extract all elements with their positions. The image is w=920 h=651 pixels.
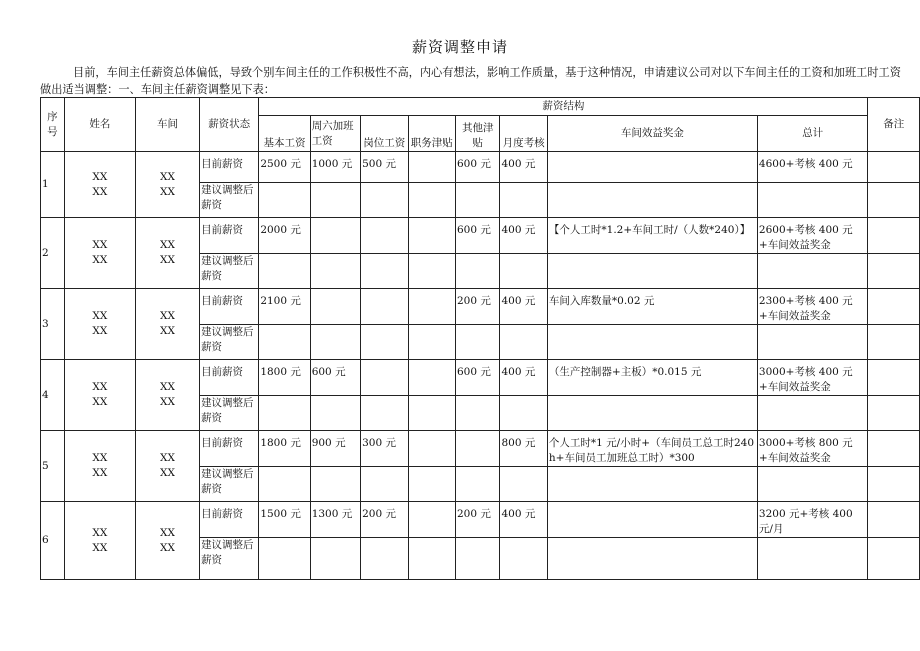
status-current: 目前薪资 [200, 218, 259, 254]
workshop-line: XX [160, 254, 175, 266]
cell-duty [408, 502, 455, 538]
proposed-cell-saturday [310, 538, 360, 580]
proposed-cell-total [757, 396, 868, 431]
cell-duty [408, 360, 455, 396]
cell-monthly: 400 元 [500, 152, 547, 183]
proposed-cell-monthly [500, 538, 547, 580]
name-cell [64, 431, 135, 502]
cell-bonus [547, 502, 757, 538]
proposed-cell-base [259, 396, 310, 431]
cell-base: 2000 元 [259, 218, 310, 254]
workshop-line: XX [160, 239, 175, 251]
name-line: XX [92, 310, 108, 322]
cell-position [361, 218, 408, 254]
workshop-line: XX [160, 185, 175, 198]
proposed-cell-base [259, 183, 310, 218]
proposed-cell-saturday [310, 254, 360, 289]
workshop-cell [135, 152, 199, 218]
seq-cell: 1 [41, 152, 65, 218]
cell-bonus [547, 152, 757, 183]
name-cell [64, 152, 135, 218]
seq-cell: 3 [41, 289, 65, 360]
cell-position: 500 元 [361, 152, 408, 183]
cell-duty [408, 218, 455, 254]
workshop-line: XX [160, 467, 175, 479]
status-proposed: 建议调整后薪资 [200, 467, 259, 502]
header-seq: 序号 [41, 98, 65, 152]
cell-other: 600 元 [455, 152, 500, 183]
name-cell [64, 218, 135, 289]
salary-table [40, 97, 920, 580]
cell-monthly: 400 元 [500, 360, 547, 396]
cell-total: 3200 元+考核 400 元/月 [757, 502, 868, 538]
proposed-cell-saturday [310, 467, 360, 502]
workshop-line: XX [160, 381, 175, 393]
seq-cell: 6 [41, 502, 65, 580]
page-title: 薪资调整申请 [411, 38, 508, 56]
cell-base: 1800 元 [259, 360, 310, 396]
header-saturday: 周六加班工资 [310, 116, 360, 152]
cell-saturday: 1300 元 [310, 502, 360, 538]
cell-other: 200 元 [455, 502, 500, 538]
workshop-cell [135, 431, 199, 502]
table-row [41, 289, 920, 325]
cell-note [868, 289, 920, 325]
header-other: 其他津贴 [455, 116, 500, 152]
workshop-line: XX [160, 541, 175, 554]
table-row [41, 360, 920, 396]
proposed-cell-bonus [547, 538, 757, 580]
seq-cell: 2 [41, 218, 65, 289]
status-current: 目前薪资 [200, 289, 259, 325]
cell-note [868, 431, 920, 467]
proposed-cell-base [259, 538, 310, 580]
name-cell [64, 289, 135, 360]
cell-saturday: 1000 元 [310, 152, 360, 183]
header-bonus: 车间效益奖金 [547, 116, 757, 152]
cell-monthly: 400 元 [500, 289, 547, 325]
proposed-cell-total [757, 538, 868, 580]
workshop-cell [135, 502, 199, 580]
cell-monthly: 400 元 [500, 502, 547, 538]
proposed-cell-position [361, 325, 408, 360]
cell-bonus: 个人工时*1 元/小时+（车间员工总工时240h+车间员工加班总工时）*300 [547, 431, 757, 467]
cell-total: 4600+考核 400 元 [757, 152, 868, 183]
table-row [41, 218, 920, 254]
name-cell [64, 502, 135, 580]
cell-total: 2300+考核 400 元+车间效益奖金 [757, 289, 868, 325]
table-row [41, 502, 920, 538]
workshop-cell [135, 360, 199, 431]
cell-other: 600 元 [455, 218, 500, 254]
proposed-cell-other [455, 538, 500, 580]
cell-saturday: 900 元 [310, 431, 360, 467]
cell-note [868, 360, 920, 396]
header-status: 薪资状态 [200, 98, 259, 152]
cell-bonus: （生产控制器+主板）*0.015 元 [547, 360, 757, 396]
cell-total: 2600+考核 400 元+车间效益奖金 [757, 218, 868, 254]
intro-paragraph: 目前，车间主任薪资总体偏低，导致个别车间主任的工作积极性不高，内心有想法，影响工作质量，基于这种情况，申请建议公司对以下车间主任的工资和加班工时工资做出适当调整：一、车间主任薪资调整见下表： [40, 66, 901, 96]
workshop-line: XX [160, 310, 175, 322]
status-proposed: 建议调整后薪资 [200, 183, 259, 218]
workshop-line: XX [160, 325, 175, 337]
proposed-cell-note [868, 325, 920, 360]
cell-base: 2100 元 [259, 289, 310, 325]
proposed-cell-monthly [500, 467, 547, 502]
proposed-cell-monthly [500, 254, 547, 289]
proposed-cell-monthly [500, 183, 547, 218]
header-total: 总计 [757, 116, 868, 152]
table-row [41, 152, 920, 183]
cell-position [361, 360, 408, 396]
name-line: XX [92, 467, 108, 479]
proposed-cell-total [757, 254, 868, 289]
workshop-cell [135, 289, 199, 360]
name-line: XX [92, 170, 108, 183]
proposed-cell-duty [408, 538, 455, 580]
proposed-cell-saturday [310, 396, 360, 431]
cell-base: 1800 元 [259, 431, 310, 467]
proposed-cell-note [868, 467, 920, 502]
name-line: XX [92, 452, 108, 464]
cell-position [361, 289, 408, 325]
proposed-cell-other [455, 325, 500, 360]
proposed-cell-position [361, 467, 408, 502]
header-structure: 薪资结构 [259, 98, 868, 116]
name-line: XX [92, 381, 108, 393]
cell-duty [408, 289, 455, 325]
cell-other: 200 元 [455, 289, 500, 325]
seq-cell: 5 [41, 431, 65, 502]
proposed-cell-bonus [547, 254, 757, 289]
header-name: 姓名 [64, 98, 135, 152]
proposed-cell-monthly [500, 396, 547, 431]
proposed-cell-position [361, 183, 408, 218]
proposed-cell-total [757, 183, 868, 218]
status-current: 目前薪资 [200, 152, 259, 183]
cell-note [868, 152, 920, 183]
proposed-cell-other [455, 467, 500, 502]
cell-bonus: 【个人工时*1.2+车间工时/（人数*240）】 [547, 218, 757, 254]
workshop-line: XX [160, 452, 175, 464]
header-position: 岗位工资 [361, 116, 408, 152]
cell-total: 3000+考核 800 元+车间效益奖金 [757, 431, 868, 467]
proposed-cell-position [361, 254, 408, 289]
workshop-line: XX [160, 170, 175, 183]
name-line: XX [92, 254, 108, 266]
proposed-cell-bonus [547, 325, 757, 360]
cell-position: 300 元 [361, 431, 408, 467]
name-line: XX [92, 325, 108, 337]
proposed-cell-other [455, 183, 500, 218]
workshop-line: XX [160, 526, 175, 539]
proposed-cell-duty [408, 325, 455, 360]
status-proposed: 建议调整后薪资 [200, 538, 259, 580]
status-proposed: 建议调整后薪资 [200, 325, 259, 360]
proposed-cell-note [868, 396, 920, 431]
header-note: 备注 [868, 98, 920, 152]
status-proposed: 建议调整后薪资 [200, 396, 259, 431]
proposed-cell-bonus [547, 396, 757, 431]
cell-bonus: 车间入库数量*0.02 元 [547, 289, 757, 325]
cell-note [868, 502, 920, 538]
proposed-cell-saturday [310, 325, 360, 360]
status-current: 目前薪资 [200, 502, 259, 538]
cell-duty [408, 431, 455, 467]
proposed-cell-note [868, 254, 920, 289]
status-current: 目前薪资 [200, 431, 259, 467]
header-duty: 职务津贴 [408, 116, 455, 152]
cell-saturday: 600 元 [310, 360, 360, 396]
proposed-cell-duty [408, 183, 455, 218]
cell-saturday [310, 289, 360, 325]
proposed-cell-duty [408, 254, 455, 289]
cell-total: 3000+考核 400 元+车间效益奖金 [757, 360, 868, 396]
proposed-cell-bonus [547, 467, 757, 502]
cell-monthly: 800 元 [500, 431, 547, 467]
seq-cell: 4 [41, 360, 65, 431]
proposed-cell-total [757, 467, 868, 502]
cell-duty [408, 152, 455, 183]
proposed-cell-duty [408, 467, 455, 502]
header-monthly: 月度考核 [500, 116, 547, 152]
workshop-cell [135, 218, 199, 289]
proposed-cell-duty [408, 396, 455, 431]
name-line: XX [92, 526, 108, 539]
proposed-cell-other [455, 396, 500, 431]
name-cell [64, 360, 135, 431]
name-line: XX [92, 239, 108, 251]
proposed-cell-bonus [547, 183, 757, 218]
cell-base: 2500 元 [259, 152, 310, 183]
cell-note [868, 218, 920, 254]
proposed-cell-base [259, 254, 310, 289]
table-row [41, 431, 920, 467]
workshop-line: XX [160, 396, 175, 408]
header-base: 基本工资 [259, 116, 310, 152]
cell-other [455, 431, 500, 467]
status-proposed: 建议调整后薪资 [200, 254, 259, 289]
status-current: 目前薪资 [200, 360, 259, 396]
name-line: XX [92, 541, 108, 554]
header-workshop: 车间 [135, 98, 199, 152]
proposed-cell-position [361, 538, 408, 580]
proposed-cell-monthly [500, 325, 547, 360]
proposed-cell-total [757, 325, 868, 360]
cell-monthly: 400 元 [500, 218, 547, 254]
cell-position: 200 元 [361, 502, 408, 538]
name-line: XX [92, 185, 108, 198]
cell-other: 600 元 [455, 360, 500, 396]
proposed-cell-saturday [310, 183, 360, 218]
proposed-cell-position [361, 396, 408, 431]
proposed-cell-base [259, 467, 310, 502]
cell-saturday [310, 218, 360, 254]
proposed-cell-note [868, 538, 920, 580]
header-row [41, 98, 920, 116]
proposed-cell-other [455, 254, 500, 289]
name-line: XX [92, 396, 108, 408]
proposed-cell-note [868, 183, 920, 218]
proposed-cell-base [259, 325, 310, 360]
cell-base: 1500 元 [259, 502, 310, 538]
